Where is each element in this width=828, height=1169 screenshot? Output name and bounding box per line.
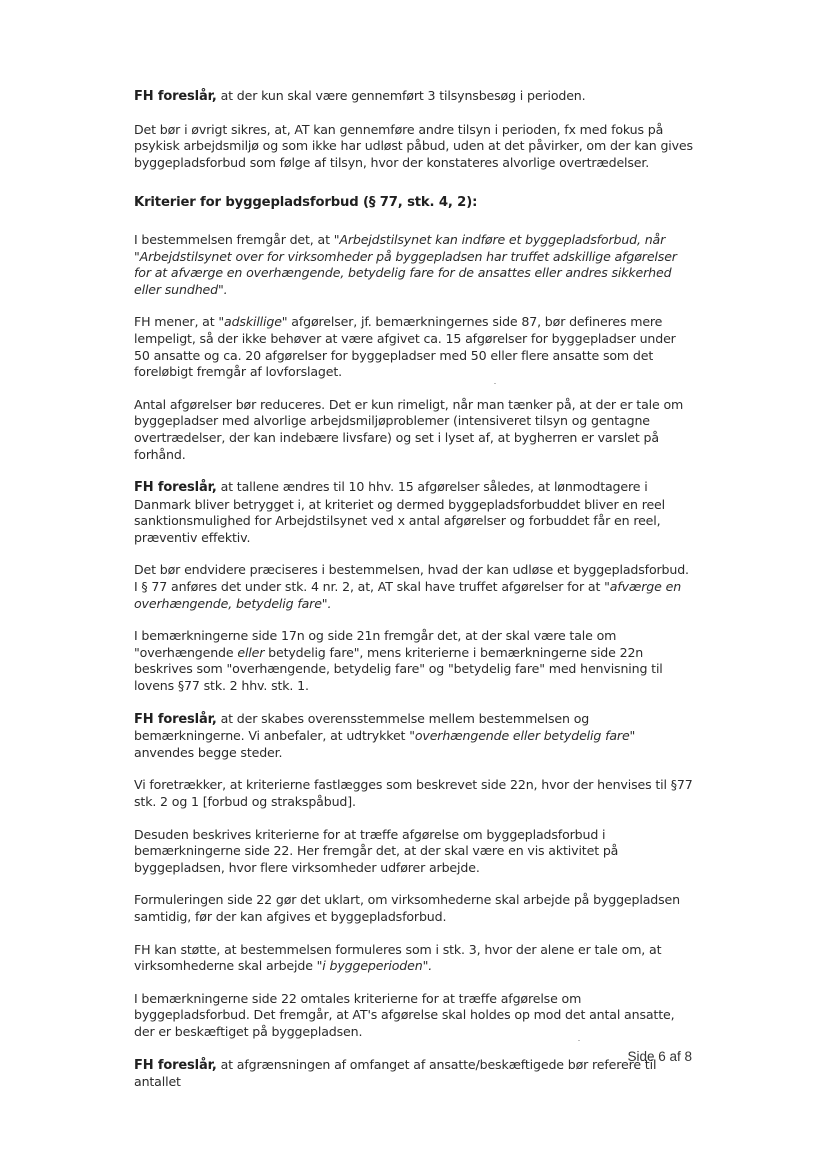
fh-proposal-lead: FH foreslår, <box>134 1057 217 1073</box>
quoted-term: "i byggeperioden". <box>316 958 433 974</box>
scan-speck <box>494 383 496 384</box>
paragraph-unclear-wording <box>134 892 694 925</box>
paragraph-text: Formuleringen side 22 gør det uklart, om virksomhederne skal arbejde på byggepladsen samtidig, før der kan afgives et byggepladsforbud. <box>134 892 680 924</box>
paragraph-text: I bestemmelsen fremgår det, at " <box>134 231 340 247</box>
document-body <box>134 88 694 1107</box>
page-number: Side 6 af 8 <box>627 1049 692 1064</box>
paragraph-fh-proposal-consistency <box>134 711 694 762</box>
section-heading: Kriterier for byggepladsforbud (§ 77, stk. 4, 2): <box>134 195 478 211</box>
quoted-provision-text: Arbejdstilsynet kan indføre et byggepladsforbud, når "Arbejdstilsynet over for virksomheder på byggepladsen har truffet adskillige afgørelser for at afværge en overhængende, betydelig fare for de ansattes eller andres sikkerhed eller sundhed". <box>134 231 677 297</box>
quoted-term: "afværge en overhængende, betydelig fare". <box>134 579 682 611</box>
paragraph-several-decisions <box>134 314 694 380</box>
paragraph-preference-criteria <box>134 777 694 810</box>
fh-proposal-lead: FH foreslår, <box>134 480 217 496</box>
emphasized-word: eller <box>237 644 265 660</box>
paragraph-provision-quote <box>134 232 694 298</box>
paragraph-fh-proposal-inspections <box>134 88 694 106</box>
paragraph-fh-proposal-numbers <box>134 479 694 546</box>
quoted-term: "overhængende eller betydelig fare" <box>409 728 636 744</box>
paragraph-text: Det bør i øvrigt sikres, at, AT kan gennemføre andre tilsyn i perioden, fx med fokus på psykisk arbejdsmiljø og som ikke har udløst påbud, uden at det påvirker, om der kan gives byggepladsforbud som følge af tilsyn, hvor der konstateres alvorlige overtrædelser. <box>134 121 693 170</box>
paragraph-text: FH mener, at <box>134 314 219 330</box>
fh-proposal-lead: FH foreslår, <box>134 89 217 104</box>
paragraph-other-inspections <box>134 122 694 172</box>
paragraph-text: Vi foretrækker, at kriterierne fastlægges som beskrevet side 22n, hvor der henvises til §77 stk. 2 og 1 [forbud og strakspåbud]. <box>134 777 693 809</box>
paragraph-text: at tallene ændres til 10 hhv. 15 afgørelser således, at lønmodtagere i Danmark bliver betrygget i, at kriteriet og dermed byggepladsforbuddet bliver en reel sanktionsmulighed for Arbejdstilsynet ved x antal afgørelser og forbuddet får en reel, præventiv effektiv. <box>134 479 665 545</box>
paragraph-text: I bemærkningerne side 22 omtales kriterierne for at træffe afgørelse om byggepladsforbud. Det fremgår, at AT's afgørelse skal holdes op mod det antal ansatte, der er beskæftiget på byggepladsen. <box>134 990 675 1039</box>
paragraph-text: Antal afgørelser bør reduceres. Det er kun rimeligt, når man tænker på, at der er tale om byggepladser med alvorlige arbejdsmiljøproblemer (intensiveret tilsyn og gentagne overtrædelser, der kan indebære livsfare) og set i lyset af, at bygherren er varslet på forhånd. <box>134 396 684 462</box>
paragraph-clarify-trigger <box>134 562 694 612</box>
paragraph-text: Det bør endvidere præciseres i bestemmelsen, hvad der kan udløse et byggepladsforbud. I § 77 anføres det under stk. 4 nr. 2, at, AT skal have truffet afgørelser for at <box>134 562 689 595</box>
fh-proposal-lead: FH foreslår, <box>134 711 217 727</box>
scan-speck <box>578 1040 580 1041</box>
paragraph-text: at afgrænsningen af omfanget af ansatte/beskæftigede bør referere til antallet <box>134 1056 657 1090</box>
quoted-term: "adskillige" <box>218 314 288 330</box>
paragraph-text: I bemærkningerne side 17n og side 21n fremgår det, at der skal være tale om "overhængende <box>134 628 617 660</box>
paragraph-text: betydelig fare", mens kriterierne i bemærkningerne side 22n beskrives som "overhængende, betydelig fare" og "betydelig fare" med henvisning til lovens §77 stk. 2 hhv. stk. 1. <box>134 644 663 694</box>
paragraph-text: anvendes begge steder. <box>134 744 283 760</box>
paragraph-activity-criteria <box>134 827 694 877</box>
paragraph-remarks-inconsistency <box>134 628 694 694</box>
paragraph-text: afgørelser, jf. bemærkningernes side 87, bør defineres mere lempeligt, så der ikke behøver at være afgivet ca. 15 afgørelser for byggepladser under 50 ansatte og ca. 20 afgørelser for byggepladser med 50 eller flere ansatte som det foreløbigt fremgår af lovforslaget. <box>134 314 676 380</box>
paragraph-fh-support <box>134 942 694 975</box>
paragraph-text: at der kun skal være gennemført 3 tilsynsbesøg i perioden. <box>216 88 586 103</box>
paragraph-text: Desuden beskrives kriterierne for at træffe afgørelse om byggepladsforbud i bemærkningerne side 22. Her fremgår det, at der skal være en vis aktivitet på byggepladsen, hvor flere virksomheder udfører arbejde. <box>134 826 619 875</box>
paragraph-employee-count <box>134 991 694 1041</box>
paragraph-text: FH kan støtte, at bestemmelsen formuleres som i stk. 3, hvor der alene er tale om, at virksomhederne skal arbejde <box>134 941 662 974</box>
paragraph-text: at der skabes overensstemmelse mellem bestemmelsen og bemærkningerne. Vi anbefaler, at udtrykket <box>134 710 590 744</box>
paragraph-reduce-decisions <box>134 397 694 463</box>
